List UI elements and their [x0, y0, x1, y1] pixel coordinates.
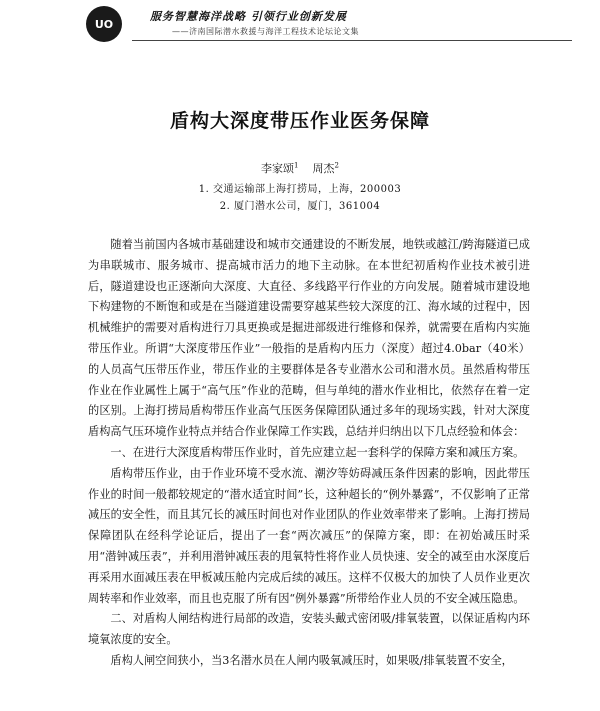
author-affiliation-mark: 1: [294, 161, 299, 170]
affiliation-1: 1. 交通运输部上海打捞局，上海，200003: [198, 184, 402, 195]
section-heading-1: 一、在进行大深度盾构带压作业时，首先应建立起一套科学的保障方案和减压方案。: [110, 445, 525, 459]
author-name: 李家颂: [261, 162, 295, 175]
body-paragraph: 盾构带压作业，由于作业环境不受水流、潮汐等妨碍减压条件因素的影响，因此带压作业的时间一般都较规定的“潜水适宜时间”长，这种超长的“例外暴露”，不仅影响了正常减压的安全性，而且其冗长的减压时间也对作业团队的作业效率带来了影响。上海打捞局保障团队在经科学论证后，提出了一套“两次减压”的保障方案，即：在初始减压时采用“潜钟减压表”，并利用潜钟减压表的甩氧特性将作业人员快速、安全的减至由水深度后再采用水面减压表在甲板减压舱内完成后续的减压。这样不仅极大的加快了人员作业更次周转率和作业效率，而且也克服了所有因“例外暴露”所带给作业人员的不安全减压隐患。: [88, 466, 530, 605]
logo-text: UO: [94, 17, 114, 31]
header-proceedings-name: ——济南国际潜水救援与海洋工程技术论坛论文集: [172, 27, 359, 36]
header-slogan: 服务智慧海洋战略 引领行业创新发展: [150, 10, 347, 23]
section-heading-2: 二、对盾构人闸结构进行局部的改造，安装头戴式密闭吸/排氧装置，以保证盾构内环境氧浓度的安全。: [88, 612, 530, 647]
header-divider: [132, 40, 572, 41]
author-affiliation-mark: 2: [334, 161, 339, 170]
proceedings-logo: [86, 6, 122, 42]
body-paragraph: 盾构人闸空间狭小，当3名潜水员在人闸内吸氧减压时，如果吸/排氧装置不安全，: [110, 653, 513, 667]
running-header: [0, 0, 600, 48]
article-title: 盾构大深度带压作业医务保障: [169, 110, 430, 132]
body-paragraph: 随着当前国内各城市基础建设和城市交通建设的不断发展，地铁或越江/跨海隧道已成为串联城市、服务城市、提高城市活力的地下主动脉。在本世纪初盾构作业技术被引进后，隧道建设也正逐渐向大深度、大直径、多线路平行作业的方向发展。随着城市建设地下构建物的不断饱和或是在当隧道建设需要穿越某些较大深度的江、海水域的过程中，因机械维护的需要对盾构进行刀具更换或是掘进部级进行维修和保养，就需要在盾构内实施带压作业。所谓“大深度带压作业”一般指的是盾构内压力（深度）超过4.0bar（40米）的人员高气压带压作业，带压作业的主要群体是各专业潜水公司和潜水员。虽然盾构带压作业在作业属性上属于“高气压”作业的范畴，但与单纯的潜水作业相比，依然存在着一定的区别。上海打捞局盾构带压作业高气压医务保障团队通过多年的现场实践，针对大深度盾构高气压环境作业特点并结合作业保障工作实践，总结并归纳出以下几点经验和体会：: [88, 238, 530, 439]
affiliation-2: 2. 厦门潜水公司，厦门，361004: [219, 201, 381, 212]
author-name: 周杰: [312, 162, 335, 175]
author-line: [0, 160, 600, 176]
article-body: [88, 235, 530, 672]
